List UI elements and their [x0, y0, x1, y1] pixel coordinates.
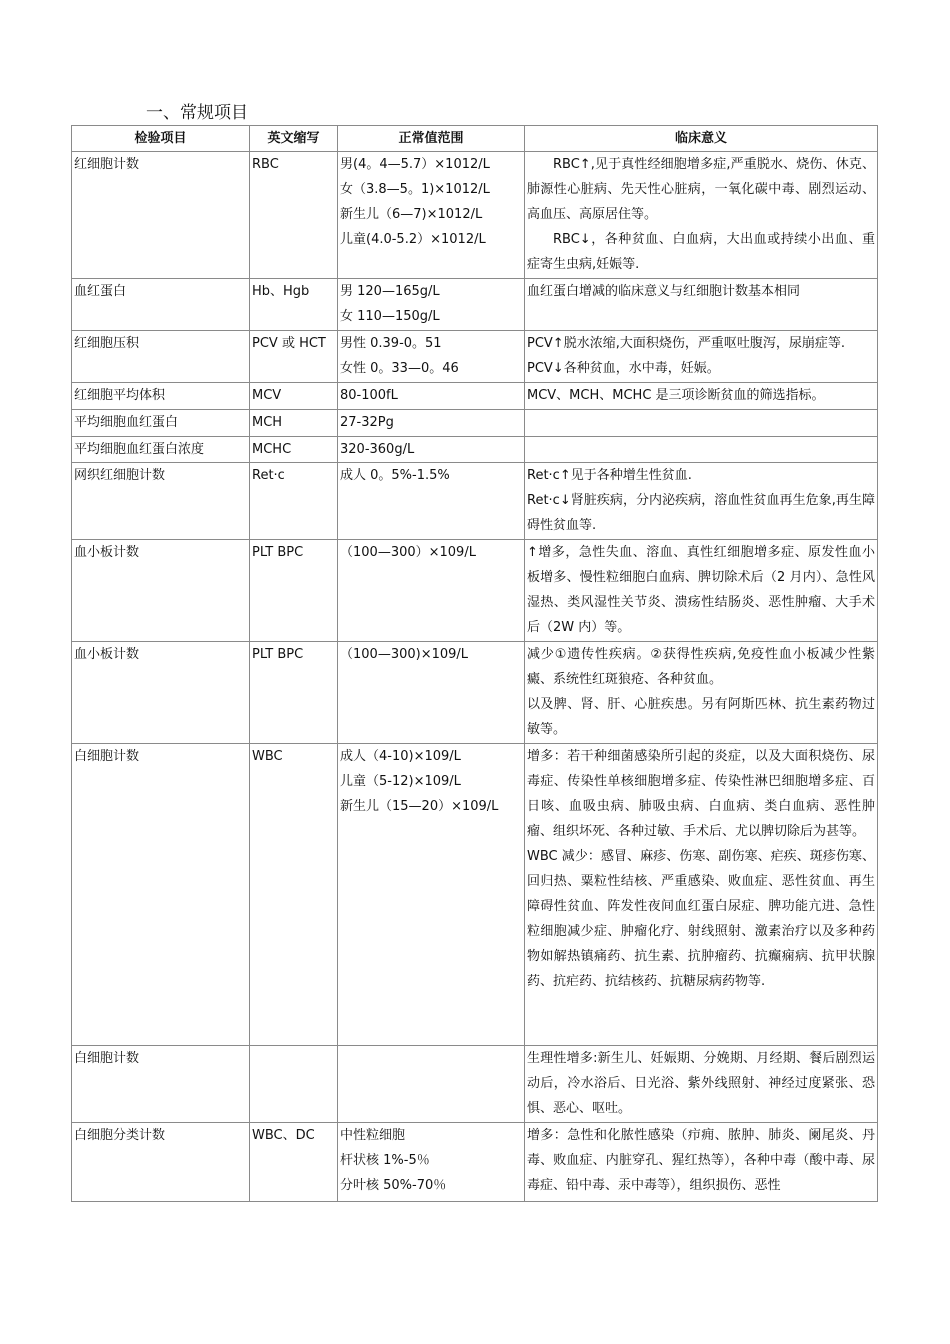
cell-clinical-meaning [525, 410, 878, 437]
cell-item: 平均细胞血红蛋白 [72, 410, 250, 437]
table-row [72, 152, 878, 279]
header-normal-range: 正常值范围 [338, 126, 525, 152]
clinical-meaning-paragraph: Ret·c↓肾脏疾病，分内泌疾病，溶血性贫血再生危象,再生障碍性贫血等. [527, 493, 875, 533]
cell-abbr: PLT BPC [250, 540, 338, 642]
section-title: 一、常规项目 [146, 103, 248, 123]
normal-range-line: 儿童（5-12)×109/L [340, 774, 461, 789]
normal-range-line: 男(4。4—5.7）×1012/L [340, 157, 490, 172]
cell-abbr: WBC、DC [250, 1123, 338, 1202]
cell-normal-range [338, 744, 525, 1046]
cell-item: 红细胞计数 [72, 152, 250, 279]
normal-range-line: 新生儿（6—7)×1012/L [340, 207, 483, 222]
cell-abbr: Ret·c [250, 463, 338, 540]
normal-range-line: （100—300)×109/L [340, 647, 469, 662]
clinical-meaning-paragraph: 增多：急性和化脓性感染（疖痈、脓肿、肺炎、阑尾炎、丹毒、败血症、内脏穿孔、猩红热等），各种中毒（酸中毒、尿毒症、铅中毒、汞中毒等），组织损伤、恶性 [527, 1128, 875, 1193]
normal-range-line: 男 120—165g/L [340, 284, 440, 299]
clinical-meaning-paragraph: MCV、MCH、MCHC 是三项诊断贫血的筛选指标。 [527, 388, 825, 403]
normal-range-line: 320-360g/L [340, 442, 415, 457]
clinical-meaning-paragraph: PCV↓各种贫血，水中毒，妊娠。 [527, 361, 720, 376]
cell-abbr: WBC [250, 744, 338, 1046]
cell-clinical-meaning [525, 331, 878, 383]
cell-clinical-meaning [525, 744, 878, 1046]
cell-normal-range [338, 331, 525, 383]
cell-normal-range [338, 463, 525, 540]
cell-normal-range [338, 383, 525, 410]
clinical-meaning-paragraph: 血红蛋白增减的临床意义与红细胞计数基本相同 [527, 284, 801, 299]
normal-range-line: 成人 0。5%-1.5% [340, 468, 450, 483]
cell-item: 血小板计数 [72, 642, 250, 744]
cell-abbr: PCV 或 HCT [250, 331, 338, 383]
cell-clinical-meaning [525, 152, 878, 279]
cell-normal-range [338, 410, 525, 437]
table-row [72, 1123, 878, 1202]
cell-clinical-meaning [525, 463, 878, 540]
cell-normal-range [338, 1123, 525, 1202]
cell-item: 白细胞计数 [72, 1046, 250, 1123]
normal-range-line: 分叶核 50%-70％ [340, 1178, 447, 1193]
normal-range-line: 女 110—150g/L [340, 309, 440, 324]
cell-normal-range [338, 1046, 525, 1123]
cell-item: 血红蛋白 [72, 279, 250, 331]
normal-range-line: 女（3.8—5。1)×1012/L [340, 182, 490, 197]
cell-clinical-meaning [525, 1123, 878, 1202]
table-row [72, 410, 878, 437]
cell-abbr: MCH [250, 410, 338, 437]
clinical-meaning-paragraph: WBC 减少：感冒、麻疹、伤寒、副伤寒、疟疾、斑疹伤寒、回归热、粟粒性结核、严重感染、败血症、恶性贫血、再生障碍性贫血、阵发性夜间血红蛋白尿症、脾功能亢进、急性粒细胞减少症、肿瘤化疗、射线照射、激素治疗以及多种药物如解热镇痛药、抗生素、抗肿瘤药、抗癫痫病、抗甲状腺药、抗疟药、抗结核药、抗糖尿病药物等. [527, 849, 875, 989]
normal-range-line: 成人（4-10)×109/L [340, 749, 461, 764]
table-row [72, 1046, 878, 1123]
cell-clinical-meaning [525, 437, 878, 463]
table-row [72, 463, 878, 540]
table-row [72, 383, 878, 410]
cell-abbr: MCV [250, 383, 338, 410]
cell-item: 网织红细胞计数 [72, 463, 250, 540]
cell-abbr: MCHC [250, 437, 338, 463]
table-row [72, 437, 878, 463]
cell-normal-range [338, 437, 525, 463]
cell-item: 白细胞分类计数 [72, 1123, 250, 1202]
cell-abbr: Hb、Hgb [250, 279, 338, 331]
cell-abbr: PLT BPC [250, 642, 338, 744]
cell-item: 红细胞平均体积 [72, 383, 250, 410]
cell-item: 平均细胞血红蛋白浓度 [72, 437, 250, 463]
cell-clinical-meaning [525, 642, 878, 744]
cell-abbr [250, 1046, 338, 1123]
normal-range-line: 杆状核 1%-5％ [340, 1153, 430, 1168]
clinical-meaning-paragraph: Ret·c↑见于各种增生性贫血. [527, 468, 692, 483]
table-row [72, 540, 878, 642]
normal-range-line: 中性粒细胞 [340, 1128, 406, 1143]
lab-table [71, 125, 878, 1202]
cell-clinical-meaning [525, 383, 878, 410]
clinical-meaning-paragraph: 生理性增多:新生儿、妊娠期、分娩期、月经期、餐后剧烈运动后，冷水浴后、日光浴、紫外线照射、神经过度紧张、恐惧、恶心、呕吐。 [527, 1051, 875, 1116]
cell-normal-range [338, 642, 525, 744]
cell-clinical-meaning [525, 540, 878, 642]
header-abbr: 英文缩写 [250, 126, 338, 152]
normal-range-line: 男性 0.39-0。51 [340, 336, 442, 351]
normal-range-line: 新生儿（15—20）×109/L [340, 799, 499, 814]
normal-range-line: 儿童(4.0-5.2）×1012/L [340, 232, 486, 247]
table-row [72, 642, 878, 744]
cell-abbr: RBC [250, 152, 338, 279]
cell-normal-range [338, 279, 525, 331]
cell-normal-range [338, 152, 525, 279]
cell-item: 红细胞压积 [72, 331, 250, 383]
clinical-meaning-paragraph: 以及脾、肾、肝、心脏疾患。另有阿斯匹林、抗生素药物过敏等。 [527, 697, 875, 737]
cell-normal-range [338, 540, 525, 642]
table-header-row [72, 126, 878, 152]
table-row [72, 331, 878, 383]
cell-item: 血小板计数 [72, 540, 250, 642]
normal-range-line: （100—300）×109/L [340, 545, 476, 560]
cell-item: 白细胞计数 [72, 744, 250, 1046]
normal-range-line: 女性 0。33—0。46 [340, 361, 459, 376]
clinical-meaning-paragraph: PCV↑脱水浓缩,大面积烧伤，严重呕吐腹泻，尿崩症等. [527, 336, 845, 351]
table-row [72, 279, 878, 331]
header-item: 检验项目 [72, 126, 250, 152]
clinical-meaning-paragraph: RBC↑,见于真性经细胞增多症,严重脱水、烧伤、休克、肺源性心脏病、先天性心脏病，一氧化碳中毒、剧烈运动、高血压、高原居住等。 [527, 157, 875, 222]
normal-range-line: 80-100fL [340, 388, 398, 403]
header-clinical-meaning: 临床意义 [525, 126, 878, 152]
table-row [72, 744, 878, 1046]
cell-clinical-meaning [525, 279, 878, 331]
normal-range-line: 27-32Pg [340, 415, 394, 430]
cell-clinical-meaning [525, 1046, 878, 1123]
clinical-meaning-paragraph: 增多：若干种细菌感染所引起的炎症，以及大面积烧伤、尿毒症、传染性单核细胞增多症、传染性淋巴细胞增多症、百日咳、血吸虫病、肺吸虫病、白血病、类白血病、恶性肿瘤、组织坏死、各种过敏、手术后、尤以脾切除后为甚等。 [527, 749, 875, 839]
clinical-meaning-paragraph: RBC↓，各种贫血、白血病，大出血或持续小出血、重症寄生虫病,妊娠等. [527, 232, 875, 272]
clinical-meaning-paragraph: 减少①遗传性疾病。②获得性疾病,免疫性血小板减少性紫癜、系统性红斑狼疮、各种贫血。 [527, 647, 875, 687]
clinical-meaning-paragraph: ↑增多，急性失血、溶血、真性红细胞增多症、原发性血小板增多、慢性粒细胞白血病、脾切除术后（2 月内）、急性风湿热、类风湿性关节炎、溃疡性结肠炎、恶性肿瘤、大手术后（2W 内）等。 [527, 545, 875, 635]
